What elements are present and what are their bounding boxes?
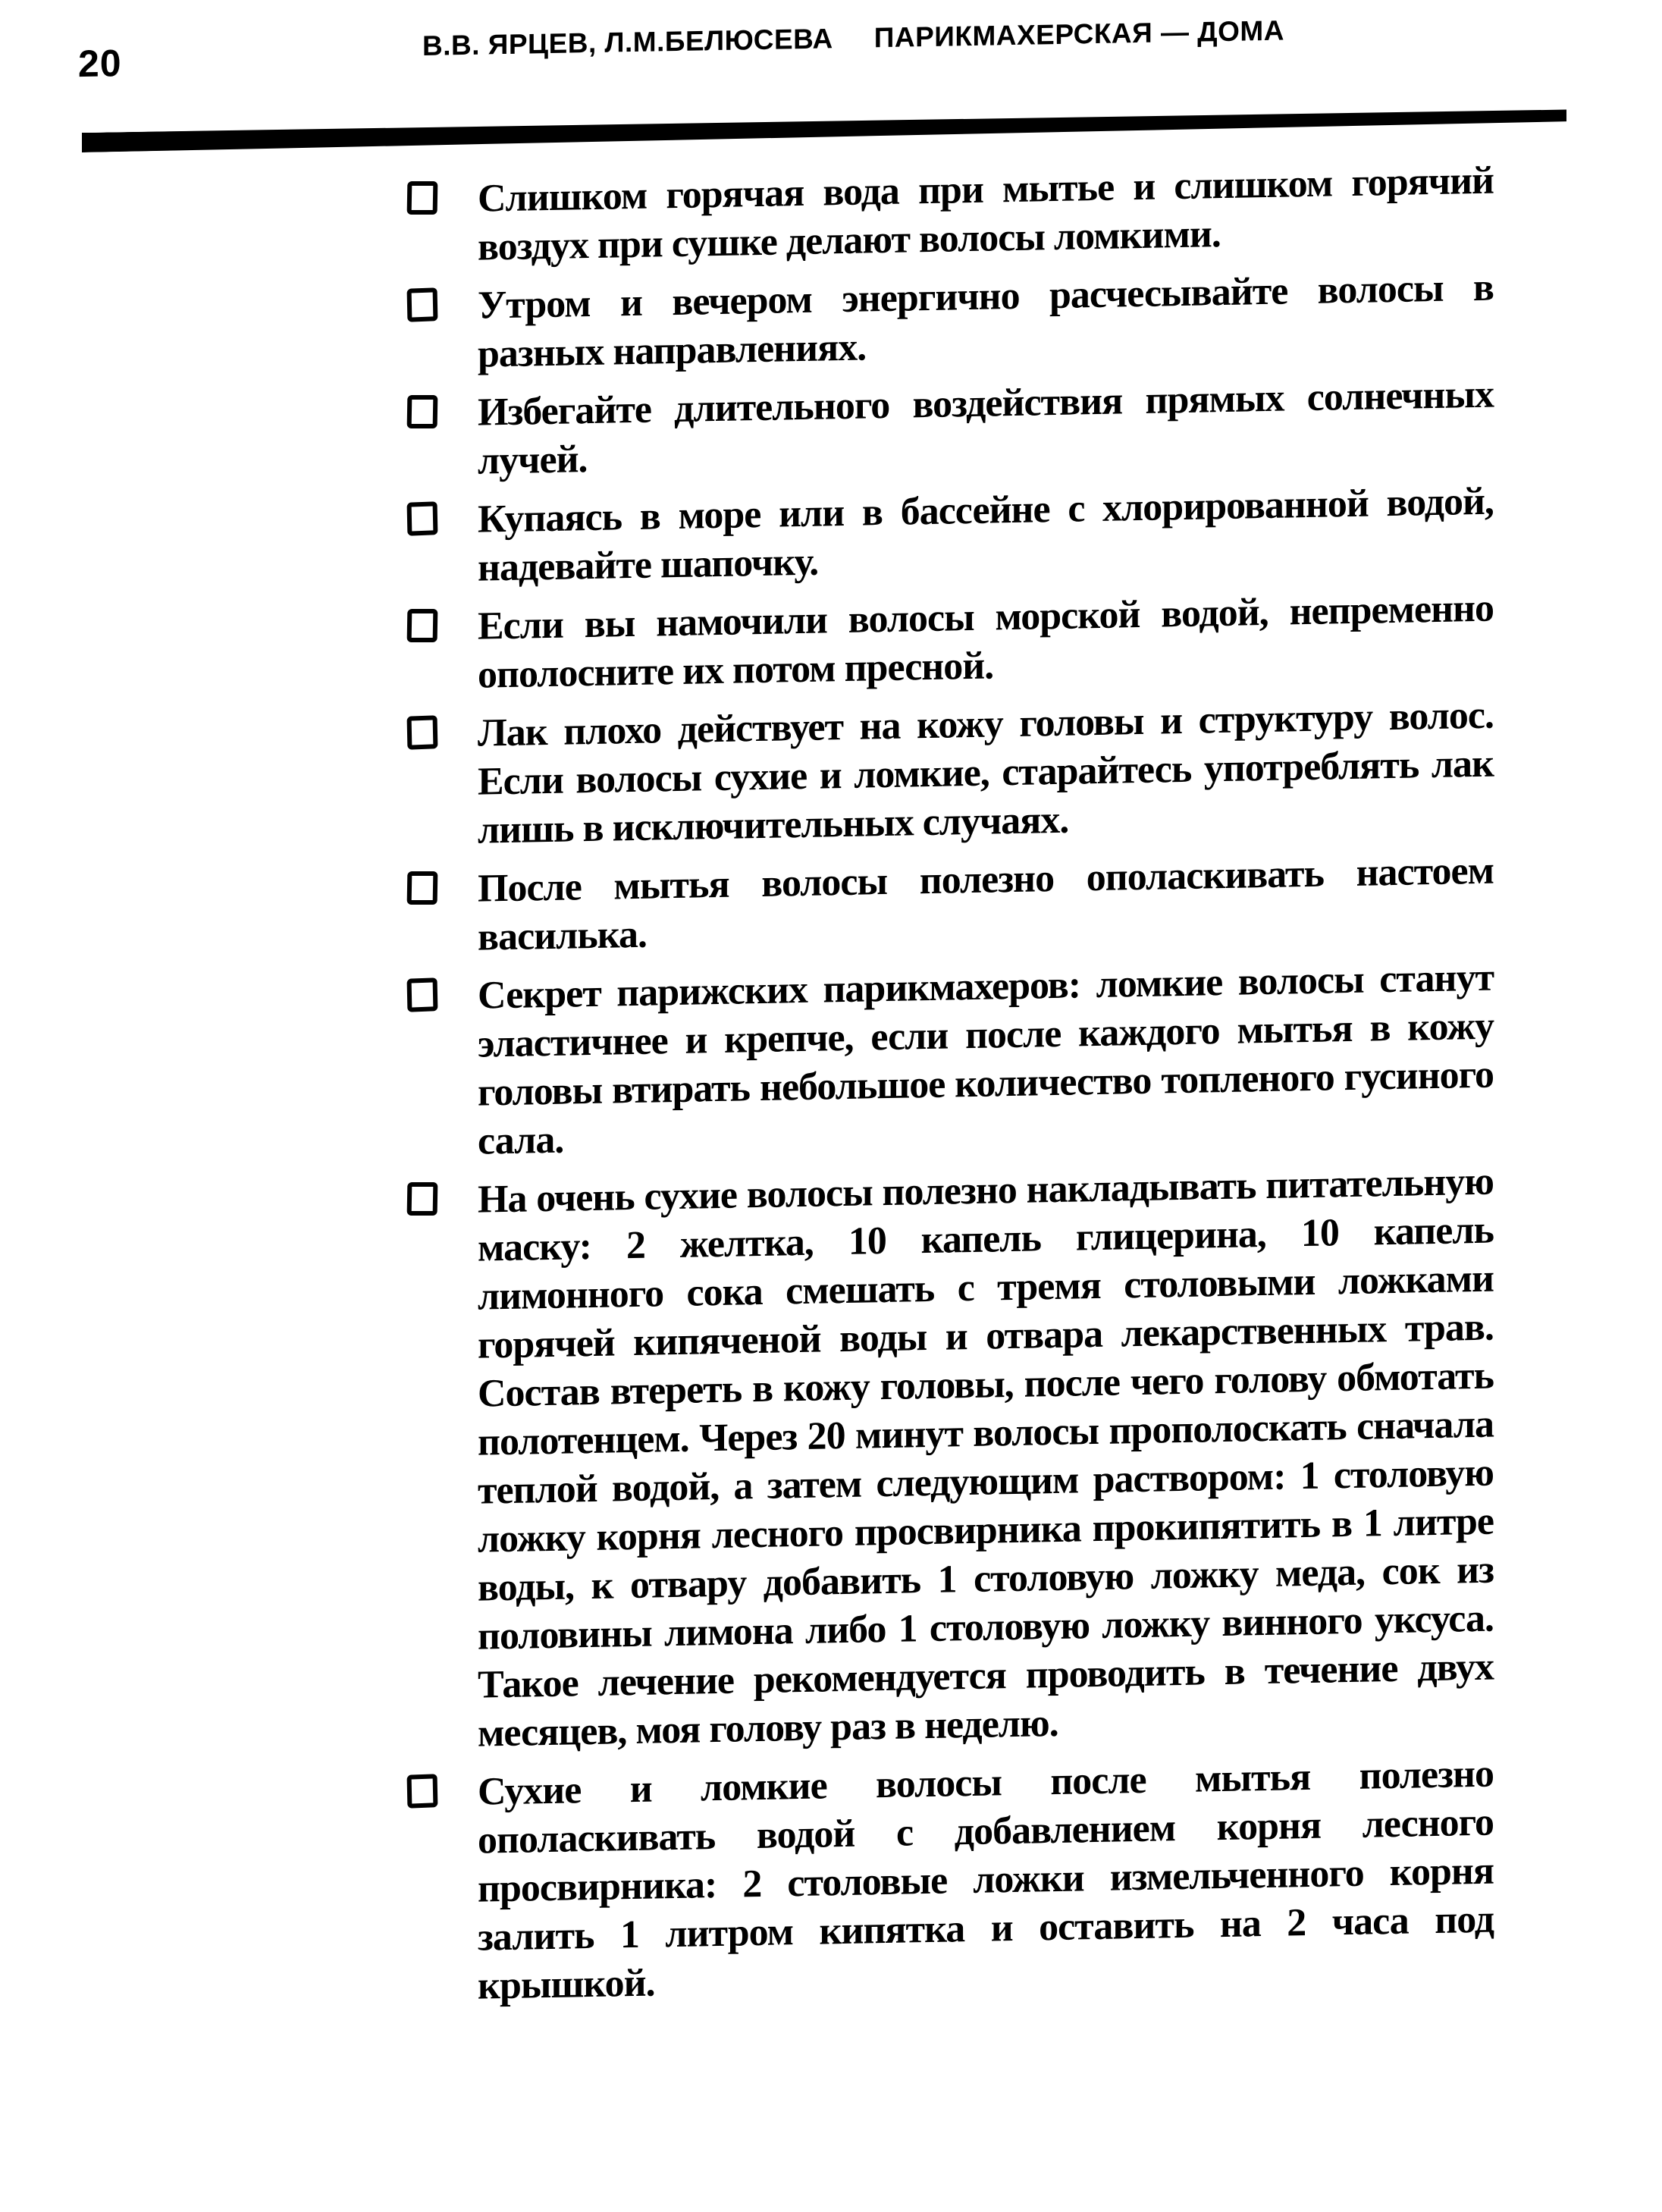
list-item bbox=[407, 954, 1494, 1168]
header-book-title: ПАРИКМАХЕРСКАЯ — ДОМА bbox=[873, 14, 1284, 54]
list-item-text: Купаясь в море или в бассейне с хлорированной водой, надевайте шапочку. bbox=[478, 479, 1494, 590]
checkbox-icon bbox=[407, 501, 438, 536]
list-item-text: Избегайте длительного воздействия прямых солнечных лучей. bbox=[478, 372, 1494, 483]
checkbox-icon bbox=[407, 181, 438, 215]
checkbox-icon bbox=[407, 609, 438, 642]
page-number: 20 bbox=[78, 42, 122, 86]
list-item-text: Сухие и ломкие волосы после мытья полезно ополаскивать водой с добавлением корня лесного просвирника: 2 столовые ложки измельченного корня залить 1 литром кипятка и оставить на 2 часа под крышкой. bbox=[478, 1752, 1494, 2008]
list-item-text: На очень сухие волосы полезно накладывать питательную маску: 2 желтка, 10 капель глицерина, 10 капель лимонного сока смешать с тремя столовыми ложками горячей кипяченой воды и отвара лекарственных трав. Состав втереть в кожу головы, после чего голову обмотать полотенцем. Через 20 минут волосы прополоскать сначала теплой водой, а затем следующим раствором: 1 столовую ложку корня лесного просвирника прокипятить в 1 литре воды, к отвару добавить 1 столовую ложку меда, сок из половины лимона либо 1 столовую ложку винного уксуса. Такое лечение рекомендуется проводить в течение двух месяцев, моя голову раз в неделю. bbox=[478, 1159, 1494, 1755]
list-item-text: После мытья волосы полезно ополаскивать настоем василька. bbox=[478, 849, 1494, 959]
list-item-text: Утром и вечером энергично расчесывайте волосы в разных направлениях. bbox=[478, 265, 1494, 376]
checkbox-icon bbox=[407, 1774, 438, 1809]
checkbox-icon bbox=[407, 871, 438, 905]
list-item bbox=[407, 847, 1494, 964]
checkbox-icon bbox=[407, 1182, 438, 1216]
list-item-text: Если вы намочили волосы морской водой, непременно ополосните их потом пресной. bbox=[478, 586, 1494, 697]
checkbox-icon bbox=[407, 977, 438, 1012]
header-authors: В.В. ЯРЦЕВ, Л.М.БЕЛЮСЕВА bbox=[422, 23, 833, 61]
checklist bbox=[407, 157, 1494, 2022]
checkbox-icon bbox=[407, 287, 438, 322]
header-rule bbox=[82, 106, 1566, 152]
list-item bbox=[407, 1158, 1494, 1760]
list-item bbox=[407, 478, 1494, 595]
list-item bbox=[407, 692, 1494, 857]
list-item-text: Лак плохо действует на кожу головы и структуру волос. Если волосы сухие и ломкие, старайтесь употреблять лак лишь в исключительных случаях. bbox=[478, 693, 1494, 852]
list-item-text: Слишком горячая вода при мытье и слишком горячий воздух при сушке делают волосы ломкими. bbox=[478, 158, 1494, 269]
list-item-text: Секрет парижских парикмахеров: ломкие волосы станут эластичнее и крепче, если после каждого мытья в кожу головы втирать небольшое количество топленого гусиного сала. bbox=[478, 955, 1494, 1163]
running-header bbox=[422, 15, 1284, 62]
checkbox-icon bbox=[407, 715, 438, 750]
list-item bbox=[407, 264, 1494, 381]
list-item bbox=[407, 371, 1494, 488]
list-item bbox=[407, 585, 1494, 701]
list-item bbox=[407, 1750, 1494, 2013]
checkbox-icon bbox=[407, 395, 438, 428]
list-item bbox=[407, 157, 1494, 274]
